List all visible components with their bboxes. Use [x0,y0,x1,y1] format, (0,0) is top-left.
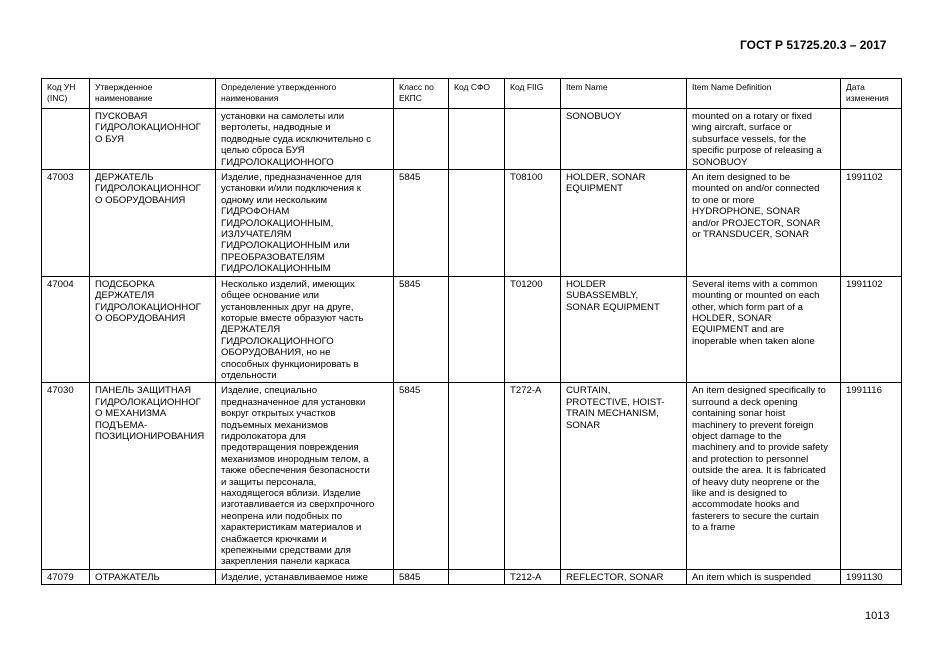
definition-cell: Изделие, специально предназначенное для установки вокруг открытых участков подъемных механизмов гидролокатора для предотвращения повреждения механизмов инородным телом, а также обеспечения безопасности и защиты персонала, находящегося вблизи. Изделие изготавливается из сверхпрочного неопрена или подобных по характеристикам материалов и снабжается крючками и крепежными средствами для закрепления панели каркаса [216,383,394,570]
table-header-row [42,79,902,109]
ekps-cell: 5845 [394,276,449,383]
item-def-cell: An item designed specifically to surround a deck opening containing sonar hoist machinery to prevent foreign object damage to the machinery and to provide safety and protection to personnel outside the area. It is fabricated of heavy duty neoprene or the like and is designed to accommodate hooks and fasterers to secure the curtain to a frame [687,383,841,570]
item-def-cell: Several items with a common mounting or mounted on each other, which form part of a HOLDER, SONAR EQUIPMENT and are inoperable when taken alone [687,276,841,383]
col-item-def-header: Item Name Definition [687,79,841,109]
item-name-cell: REFLECTOR, SONAR [561,569,687,584]
definition-cell: Изделие, устанавливаемое ниже [216,569,394,584]
col-fiig-header: Код FIIG [505,79,561,109]
col-date-header: Дата изменения [841,79,902,109]
approved-name-cell: ПАНЕЛЬ ЗАЩИТНАЯ ГИДРОЛОКАЦИОННОГ О МЕХАНИЗМА ПОДЪЕМА- ПОЗИЦИОНИРОВАНИЯ [90,383,216,570]
inc-cell: 47030 [42,383,90,570]
sfo-cell [449,569,505,584]
approved-name-cell: ОТРАЖАТЕЛЬ [90,569,216,584]
ekps-cell: 5845 [394,383,449,570]
approved-name-cell: ПУСКОВАЯ ГИДРОЛОКАЦИОННОГ О БУЯ [90,109,216,170]
inc-cell: 47003 [42,170,90,277]
inc-cell: 47079 [42,569,90,584]
col-inc-header: Код УН (INC) [42,79,90,109]
date-cell: 1991102 [841,170,902,277]
fiig-cell: T01200 [505,276,561,383]
col-ekps-header: Класс по ЕКПС [394,79,449,109]
col-sfo-header: Код СФО [449,79,505,109]
table-row [42,109,902,170]
date-cell: 1991102 [841,276,902,383]
table-row [42,383,902,570]
definition-cell: установки на самолеты или вертолеты, надводные и подводные суда исключительно с целью сброса БУЯ ГИДРОЛОКАЦИОННОГО [216,109,394,170]
item-def-cell: mounted on a rotary or fixed wing aircraft, surface or subsurface vessels, for the specific purpose of releasing a SONOBUOY [687,109,841,170]
col-definition-header: Определение утвержденного наименования [216,79,394,109]
document-header: ГОСТ Р 51725.20.3 – 2017 [740,38,887,52]
sfo-cell [449,170,505,277]
sfo-cell [449,383,505,570]
item-name-cell: HOLDER, SONAR EQUIPMENT [561,170,687,277]
approved-name-cell: ДЕРЖАТЕЛЬ ГИДРОЛОКАЦИОННОГ О ОБОРУДОВАНИЯ [90,170,216,277]
fiig-cell: T212-A [505,569,561,584]
sfo-cell [449,276,505,383]
fiig-cell: T272-A [505,383,561,570]
item-name-cell: CURTAIN, PROTECTIVE, HOIST- TRAIN MECHANISM, SONAR [561,383,687,570]
approved-name-cell: ПОДСБОРКА ДЕРЖАТЕЛЯ ГИДРОЛОКАЦИОННОГ О ОБОРУДОВАНИЯ [90,276,216,383]
inc-cell: 47004 [42,276,90,383]
definition-cell: Изделие, предназначенное для установки и/или подключения к одному или нескольким ГИДРОФОНАМ ГИДРОЛОКАЦИОННЫМ, ИЗЛУЧАТЕЛЯМ ГИДРОЛОКАЦИОННЫМ или ПРЕОБРАЗОВАТЕЛЯМ ГИДРОЛОКАЦИОННЫМ [216,170,394,277]
sfo-cell [449,109,505,170]
item-def-cell: An item which is suspended [687,569,841,584]
ekps-cell: 5845 [394,569,449,584]
definition-cell: Несколько изделий, имеющих общее основание или установленных друг на друге, которые вместе образуют часть ДЕРЖАТЕЛЯ ГИДРОЛОКАЦИОННОГО ОБОРУДОВАНИЯ, но не способных функционировать в отдельности [216,276,394,383]
table-row [42,569,902,584]
item-def-cell: An item designed to be mounted on and/or connected to one or more HYDROPHONE, SONAR and/or PROJECTOR, SONAR or TRANSDUCER, SONAR [687,170,841,277]
ekps-cell [394,109,449,170]
date-cell: 1991130 [841,569,902,584]
col-name-header: Утвержденное наименование [90,79,216,109]
table-row [42,170,902,277]
ekps-cell: 5845 [394,170,449,277]
fiig-cell [505,109,561,170]
item-name-cell: SONOBUOY [561,109,687,170]
item-name-cell: HOLDER SUBASSEMBLY, SONAR EQUIPMENT [561,276,687,383]
item-names-table [41,78,902,585]
date-cell: 1991116 [841,383,902,570]
date-cell [841,109,902,170]
page-number: 1013 [865,610,890,622]
col-item-name-header: Item Name [561,79,687,109]
fiig-cell: T08100 [505,170,561,277]
table-row [42,276,902,383]
inc-cell [42,109,90,170]
